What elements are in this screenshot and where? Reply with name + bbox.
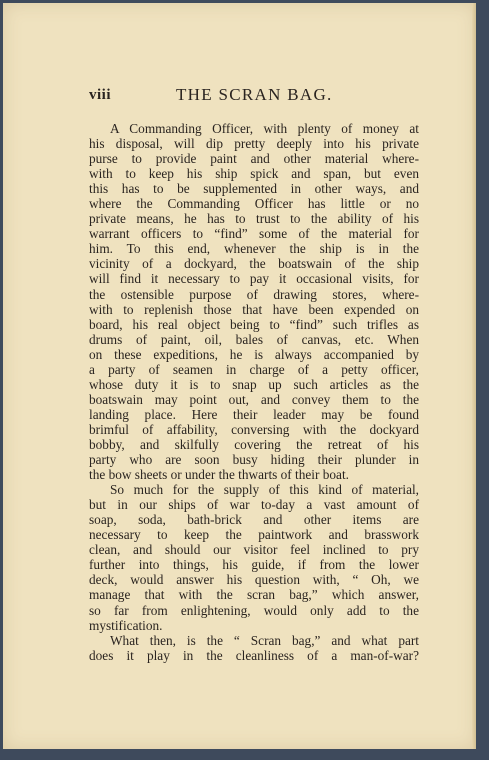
text-line: on these expeditions, he is always accompanied by <box>89 346 419 362</box>
text-line: his disposal, will dip pretty deeply into his private <box>89 136 419 152</box>
text-line: will find it necessary to pay it occasional visits, for <box>89 271 419 287</box>
text-line: party who are soon busy hiding their plunder in <box>89 452 419 468</box>
text-line: landing place. Here their leader may be found <box>89 406 419 422</box>
text-line: but in our ships of war to-day a vast amount of <box>89 497 419 513</box>
text-line: does it play in the cleanliness of a man-of-war? <box>89 647 419 663</box>
text-line: soap, soda, bath-brick and other items are <box>89 512 419 528</box>
book-page <box>3 3 476 749</box>
text-line: A Commanding Officer, with plenty of money at <box>110 121 419 136</box>
text-line: further into things, his guide, if from the lower <box>89 557 419 573</box>
text-line: whose duty it is to snap up such articles as the <box>89 376 419 392</box>
running-title: THE SCRAN BAG. <box>176 85 333 104</box>
text-line: clean, and should our visitor feel inclined to pry <box>89 542 419 558</box>
text-line: What then, is the “ Scran bag,” and what part <box>110 632 419 648</box>
text-line: necessary to keep the paintwork and brasswork <box>89 527 419 543</box>
text-line: mystification. <box>89 617 163 633</box>
body-text <box>89 121 419 663</box>
paragraph-1 <box>89 121 419 482</box>
text-line: this has to be supplemented in other ways, and <box>89 181 419 197</box>
text-line: so far from enlightening, would only add to the <box>89 602 419 618</box>
text-line: deck, would answer his question with, “ Oh, we <box>89 572 419 588</box>
text-line: brimful of affability, conversing with the dockyard <box>89 421 419 437</box>
page-edge <box>472 3 476 749</box>
text-line: private means, he has to trust to the ability of his <box>89 211 419 227</box>
paragraph-3 <box>89 633 419 663</box>
text-line: warrant officers to “find” some of the material for <box>89 226 419 242</box>
text-line: So much for the supply of this kind of material, <box>110 482 419 498</box>
text-line: boatswain may point out, and convey them to the <box>89 391 419 407</box>
text-line: the ostensible purpose of drawing stores, where- <box>89 286 419 302</box>
text-line: board, his real object being to “find” such trifles as <box>89 316 419 332</box>
text-line: the bow sheets or under the thwarts of their boat. <box>89 467 349 483</box>
text-line: manage that with the scran bag,” which answer, <box>89 587 419 603</box>
text-line: with to keep his ship spick and span, but even <box>89 166 419 182</box>
text-line: vicinity of a dockyard, the boatswain of the ship <box>89 256 419 272</box>
page-header <box>89 85 421 107</box>
text-line: drums of paint, oil, bales of canvas, etc. When <box>89 331 419 347</box>
text-line: with to replenish those that have been expended on <box>89 301 419 317</box>
text-line: a party of seamen in charge of a petty officer, <box>89 361 419 377</box>
text-line: where the Commanding Officer has little or no <box>89 196 419 212</box>
page-number: viii <box>89 87 112 103</box>
text-line: purse to provide paint and other material where- <box>89 151 419 167</box>
text-line: bobby, and skilfully covering the retreat of his <box>89 436 419 452</box>
text-line: him. To this end, whenever the ship is in the <box>89 241 419 257</box>
paragraph-2 <box>89 482 419 632</box>
